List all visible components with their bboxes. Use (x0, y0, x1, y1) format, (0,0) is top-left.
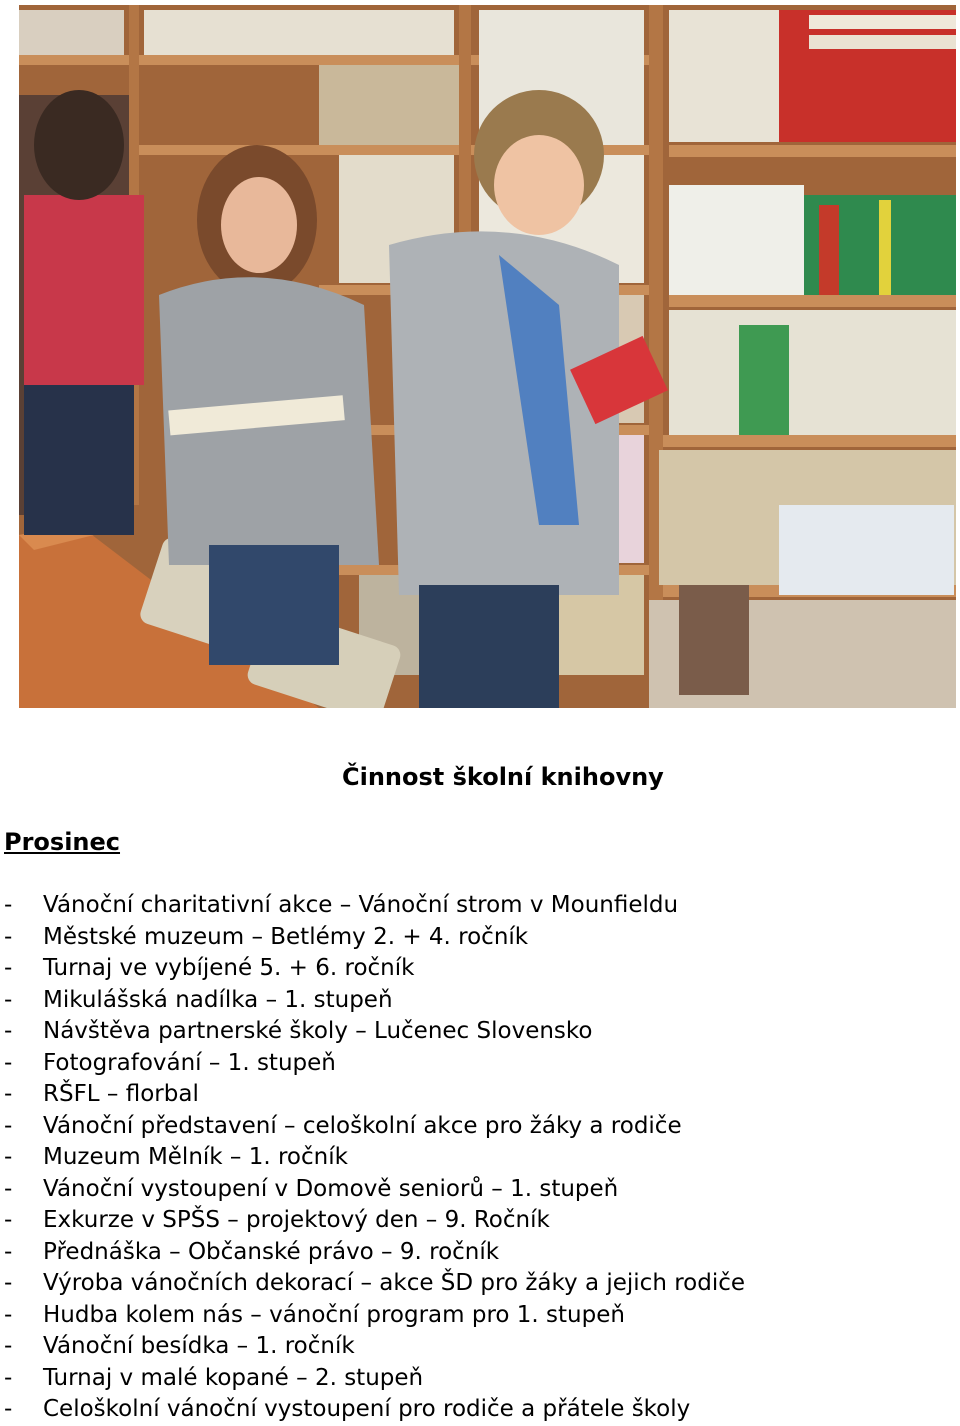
list-item-text: Exkurze v SPŠS – projektový den – 9. Ročník (43, 1207, 550, 1233)
list-item-text: Vánoční charitativní akce – Vánoční strom v Mounfieldu (43, 892, 679, 918)
list-item-text: Návštěva partnerské školy – Lučenec Slovensko (43, 1018, 593, 1044)
list-bullet: - (4, 1144, 13, 1170)
list-bullet: - (4, 1333, 13, 1359)
list-bullet: - (4, 1175, 13, 1202)
list-bullet: - (4, 1301, 13, 1328)
list-item-text: RŠFL – florbal (43, 1081, 199, 1107)
list-bullet: - (4, 1081, 13, 1107)
list-bullet: - (4, 1049, 13, 1076)
list-bullet: - (4, 1364, 13, 1391)
list-bullet: - (4, 1018, 13, 1044)
list-bullet: - (4, 892, 13, 918)
list-item-text: Turnaj ve vybíjené 5. + 6. ročník (43, 955, 415, 981)
list-bullet: - (4, 986, 13, 1013)
list-item-text: Celoškolní vánoční vystoupení pro rodiče a přátele školy (43, 1396, 691, 1422)
list-item-text: Mikulášská nadílka – 1. stupeň (43, 986, 393, 1013)
list-item-text: Vánoční besídka – 1. ročník (43, 1333, 355, 1359)
list-item-text: Fotografování – 1. stupeň (43, 1049, 336, 1076)
list-item-text: Muzeum Mělník – 1. ročník (43, 1144, 348, 1170)
list-item-text: Přednáška – Občanské právo – 9. ročník (43, 1238, 500, 1265)
list-item-text: Vánoční představení – celoškolní akce pro žáky a rodiče (43, 1112, 682, 1139)
list-bullet: - (4, 1270, 13, 1296)
list-bullet: - (4, 1396, 13, 1422)
list-bullet: - (4, 1207, 13, 1233)
list-item-text: Hudba kolem nás – vánoční program pro 1. stupeň (43, 1301, 625, 1328)
library-photo (19, 5, 956, 708)
list-item-text: Výroba vánočních dekorací – akce ŠD pro žáky a jejich rodiče (43, 1270, 746, 1296)
list-bullet: - (4, 923, 13, 950)
list-item-text: Vánoční vystoupení v Domově seniorů – 1. stupeň (43, 1175, 619, 1202)
list-bullet: - (4, 955, 13, 981)
list-bullet: - (4, 1238, 13, 1265)
month-heading: Prosinec (4, 828, 121, 856)
list-item-text: Turnaj v malé kopané – 2. stupeň (43, 1364, 424, 1391)
page-title: Činnost školní knihovny (342, 763, 664, 791)
library-photo-illustration (19, 5, 956, 708)
list-bullet: - (4, 1112, 13, 1139)
list-item-text: Městské muzeum – Betlémy 2. + 4. ročník (43, 923, 529, 950)
